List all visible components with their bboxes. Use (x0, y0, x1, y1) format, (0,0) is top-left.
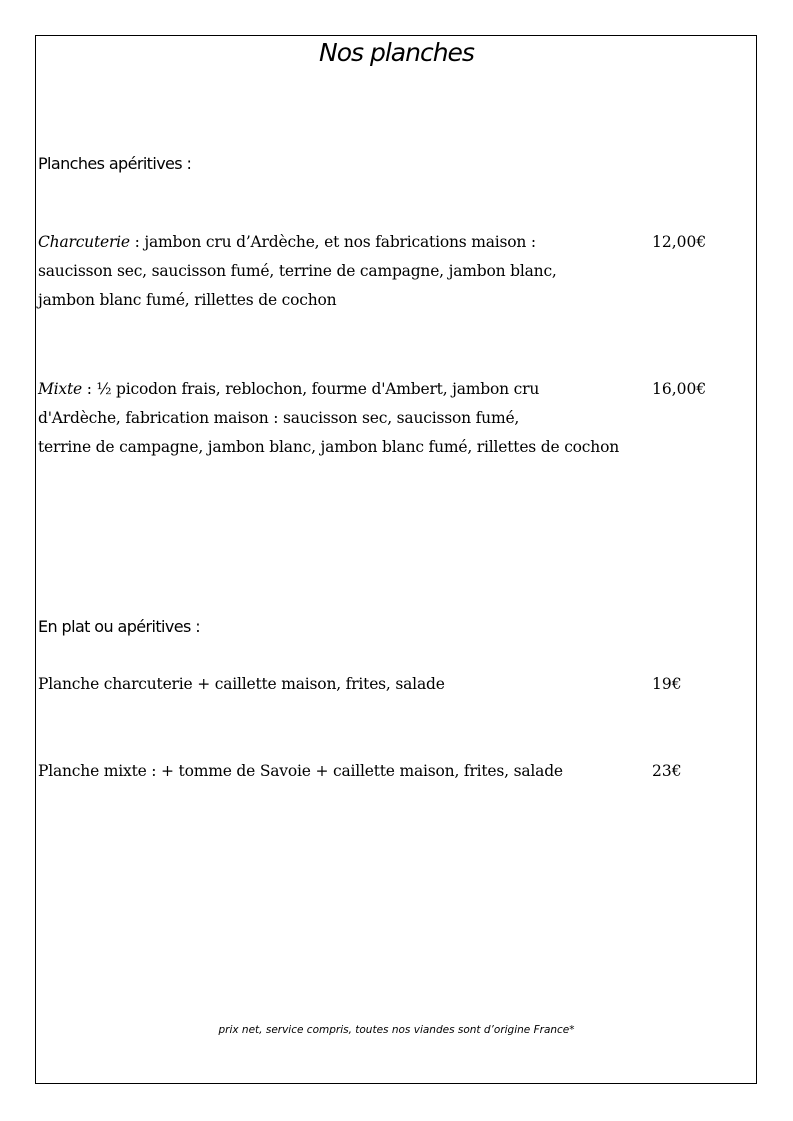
menu-item-charcuterie-line1 (38, 233, 536, 251)
menu-item-description: : ½ picodon frais, reblochon, fourme d'Ambert, jambon cru (81, 380, 540, 398)
page-border (35, 35, 757, 1084)
menu-item-charcuterie-line2: saucisson sec, saucisson fumé, terrine de campagne, jambon blanc, (38, 262, 557, 280)
menu-item-planche-mixte: Planche mixte : + tomme de Savoie + caillette maison, frites, salade (38, 762, 563, 780)
page-title: Nos planches (319, 38, 474, 67)
menu-item-mixte-line3: terrine de campagne, jambon blanc, jambon blanc fumé, rillettes de cochon (38, 438, 619, 456)
menu-item-description: : jambon cru d’Ardèche, et nos fabrications maison : (129, 233, 536, 251)
menu-item-charcuterie-line3: jambon blanc fumé, rillettes de cochon (38, 291, 337, 309)
footer-note: prix net, service compris, toutes nos viandes sont d’origine France* (218, 1024, 575, 1036)
menu-item-mixte-line1 (38, 380, 539, 398)
section-heading-en-plat: En plat ou apéritives : (38, 617, 200, 636)
menu-item-charcuterie-price: 12,00€ (652, 233, 707, 251)
menu-item-mixte-line2: d'Ardèche, fabrication maison : saucisson sec, saucisson fumé, (38, 409, 520, 427)
menu-item-name: Charcuterie (38, 233, 130, 251)
menu-item-name: Mixte (38, 380, 82, 398)
menu-item-planche-mixte-price: 23€ (652, 762, 682, 780)
menu-item-mixte-price: 16,00€ (652, 380, 707, 398)
menu-item-planche-charcuterie: Planche charcuterie + caillette maison, frites, salade (38, 675, 445, 693)
section-heading-planches-aperitives: Planches apéritives : (38, 154, 192, 173)
menu-item-planche-charcuterie-price: 19€ (652, 675, 682, 693)
